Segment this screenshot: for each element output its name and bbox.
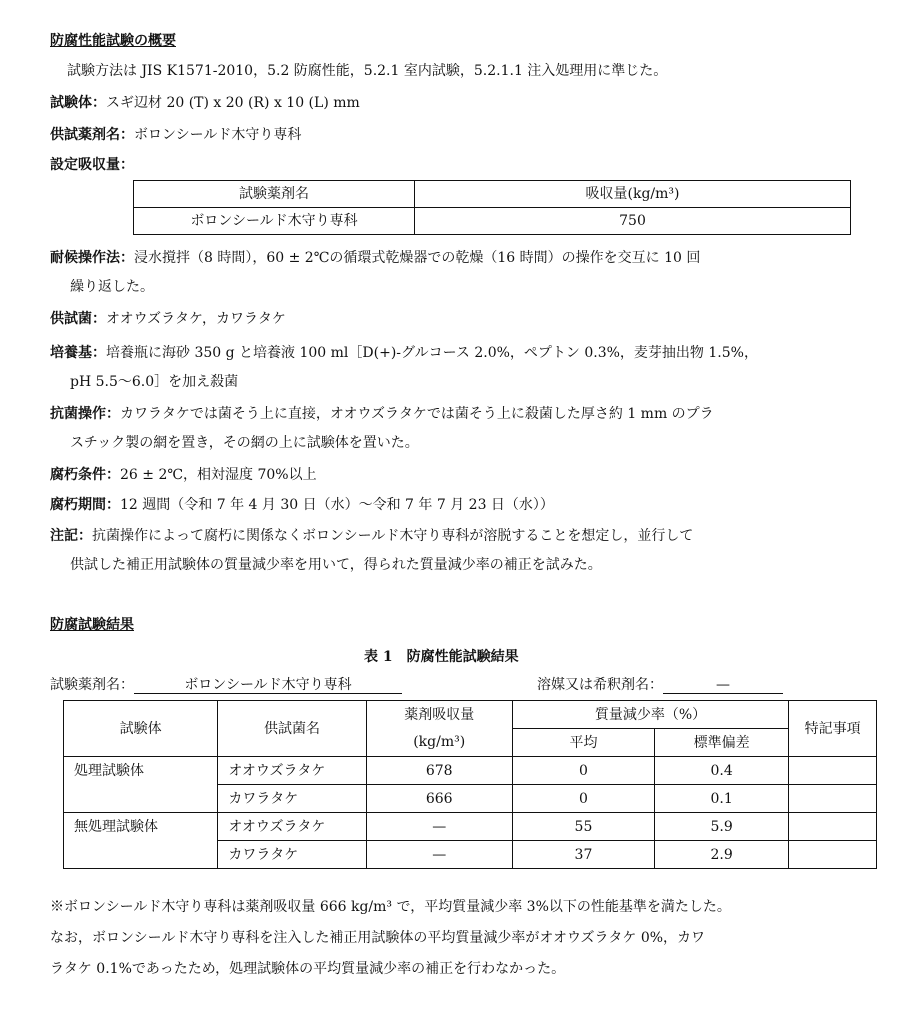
cell-retention: 678 xyxy=(366,757,512,785)
fungi-value: オオウズラタケ，カワラタケ xyxy=(106,311,286,327)
results-header-row-1 xyxy=(64,701,877,729)
cell-remarks xyxy=(789,813,877,841)
inoculation-value-2: スチック製の網を置き，その網の上に試験体を置いた。 xyxy=(70,435,419,451)
cell-retention: 666 xyxy=(366,785,512,813)
decay-condition-row xyxy=(50,466,317,484)
cell-sd: 0.4 xyxy=(655,757,789,785)
cell-fungus: カワラタケ xyxy=(218,841,366,869)
header-mean: 平均 xyxy=(512,729,654,757)
retention-header-agent: 試験薬剤名 xyxy=(134,181,415,208)
solvent-value: — xyxy=(663,677,783,694)
cell-fungus: カワラタケ xyxy=(218,785,366,813)
decay-period-value: 12 週間（令和 7 年 4 月 30 日（水）～令和 7 年 7 月 23 日（水）） xyxy=(120,497,554,513)
decay-condition-label: 腐朽条件： xyxy=(50,467,120,483)
table-row xyxy=(64,841,877,869)
header-retention-unit: (kg/m³) xyxy=(366,729,512,757)
results-heading: 防腐試験結果 xyxy=(50,617,134,633)
agent-row xyxy=(50,126,301,144)
weathering-label: 耐候操作法： xyxy=(50,250,134,266)
table-caption: 表 1 防腐性能試験結果 xyxy=(364,649,519,665)
header-fungus: 供試菌名 xyxy=(218,701,366,757)
overview-heading: 防腐性能試験の概要 xyxy=(50,33,176,49)
retention-label: 設定吸収量： xyxy=(50,157,134,173)
inoculation-label: 抗菌操作： xyxy=(50,406,120,422)
table-row xyxy=(64,757,877,785)
table-row xyxy=(64,813,877,841)
specimen-label: 試験体： xyxy=(50,95,106,111)
note-row xyxy=(50,527,693,545)
specimen-value: スギ辺材 20 (T) x 20 (R) x 10 (L) mm xyxy=(106,95,360,111)
inoculation-value-1: カワラタケでは菌そう上に直接，オオウズラタケでは菌そう上に殺菌した厚さ約 1 mm のプラ xyxy=(120,406,714,422)
cell-mean: 55 xyxy=(512,813,654,841)
weathering-value-2: 繰り返した。 xyxy=(70,279,154,295)
cell-specimen xyxy=(64,785,218,813)
header-sd: 標準偏差 xyxy=(655,729,789,757)
weathering-value-1: 浸水撹拌（8 時間），60 ± 2℃の循環式乾燥器での乾燥（16 時間）の操作を交互に 10 回 xyxy=(134,250,701,266)
fungi-row xyxy=(50,310,286,328)
agent-label: 供試薬剤名： xyxy=(50,127,134,143)
decay-condition-value: 26 ± 2℃，相対湿度 70%以上 xyxy=(120,467,317,483)
fungi-label: 供試菌： xyxy=(50,311,106,327)
agent-value: ボロンシールド木守り専科 xyxy=(134,127,302,143)
cell-mean: 0 xyxy=(512,785,654,813)
medium-label: 培養基： xyxy=(50,345,106,361)
retention-table xyxy=(133,180,851,235)
header-remarks: 特記事項 xyxy=(789,701,877,757)
cell-retention: — xyxy=(366,813,512,841)
specimen-row xyxy=(50,94,360,112)
medium-value-2: pH 5.5～6.0］を加え殺菌 xyxy=(70,374,239,390)
header-retention: 薬剤吸収量 xyxy=(366,701,512,729)
table-row xyxy=(64,785,877,813)
cell-sd: 2.9 xyxy=(655,841,789,869)
inoculation-row xyxy=(50,405,714,423)
solvent-row xyxy=(537,676,783,694)
cell-remarks xyxy=(789,841,877,869)
cell-specimen xyxy=(64,841,218,869)
footnote-2: なお，ボロンシールド木守り専科を注入した補正用試験体の平均質量減少率がオオウズラタケ 0%，カワ xyxy=(50,930,706,946)
note-label: 注記： xyxy=(50,528,92,544)
retention-table-header-row xyxy=(134,181,851,208)
retention-header-amount: 吸収量(kg/m³) xyxy=(415,181,851,208)
note-value-1: 抗菌操作によって腐朽に関係なくボロンシールド木守り専科が溶脱することを想定し，並行して xyxy=(92,528,694,544)
cell-specimen: 無処理試験体 xyxy=(64,813,218,841)
cell-mean: 37 xyxy=(512,841,654,869)
cell-fungus: オオウズラタケ xyxy=(218,813,366,841)
retention-table-row xyxy=(134,208,851,235)
results-agent-value: ボロンシールド木守り専科 xyxy=(134,677,402,694)
footnote-3: ラタケ 0.1%であったため，処理試験体の平均質量減少率の補正を行わなかった。 xyxy=(50,961,566,977)
header-specimen: 試験体 xyxy=(64,701,218,757)
cell-retention: — xyxy=(366,841,512,869)
results-agent-label: 試験薬剤名： xyxy=(50,677,134,693)
cell-mean: 0 xyxy=(512,757,654,785)
results-agent-row xyxy=(50,676,402,694)
cell-remarks xyxy=(789,757,877,785)
decay-period-label: 腐朽期間： xyxy=(50,497,120,513)
method-text: 試験方法は JIS K1571-2010，5.2 防腐性能，5.2.1 室内試験，5.2.1.1 注入処理用に準じた。 xyxy=(67,63,668,79)
decay-period-row xyxy=(50,496,554,514)
footnote-1: ※ボロンシールド木守り専科は薬剤吸収量 666 kg/m³ で，平均質量減少率 3%以下の性能基準を満たした。 xyxy=(50,899,731,915)
cell-remarks xyxy=(789,785,877,813)
note-value-2: 供試した補正用試験体の質量減少率を用いて，得られた質量減少率の補正を試みた。 xyxy=(70,557,602,573)
medium-value-1: 培養瓶に海砂 350 g と培養液 100 ml［D(+)-グルコース 2.0%，ペプトン 0.3%，麦芽抽出物 1.5%， xyxy=(106,345,758,361)
retention-cell-agent: ボロンシールド木守り専科 xyxy=(134,208,415,235)
header-mass-loss: 質量減少率（%） xyxy=(512,701,788,729)
weathering-row xyxy=(50,249,700,267)
cell-sd: 0.1 xyxy=(655,785,789,813)
cell-sd: 5.9 xyxy=(655,813,789,841)
retention-cell-amount: 750 xyxy=(415,208,851,235)
cell-specimen: 処理試験体 xyxy=(64,757,218,785)
solvent-label: 溶媒又は希釈剤名： xyxy=(537,677,663,693)
cell-fungus: オオウズラタケ xyxy=(218,757,366,785)
medium-row xyxy=(50,344,758,362)
results-table xyxy=(63,700,877,869)
